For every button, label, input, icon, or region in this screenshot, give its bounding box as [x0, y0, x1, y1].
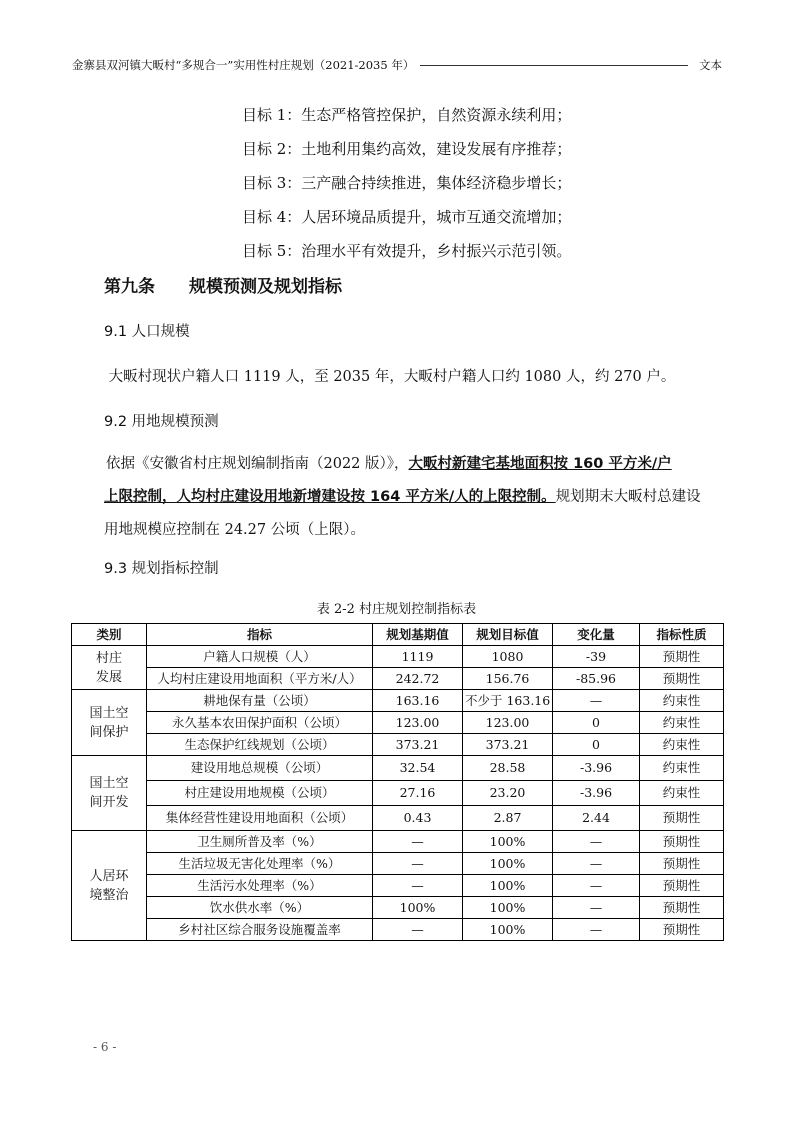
value-cell: 0: [553, 712, 640, 734]
table-row: [72, 690, 724, 712]
indicator-name-cell: 生活垃圾无害化处理率（%）: [147, 853, 373, 875]
article-title: 规模预测及规划指标: [189, 277, 342, 297]
indicator-name-cell: 生态保护红线规划（公顷）: [147, 734, 373, 756]
table-row: [72, 831, 724, 853]
value-cell: 373.21: [463, 734, 553, 756]
value-cell: —: [373, 875, 463, 897]
value-cell: 373.21: [373, 734, 463, 756]
value-cell: 28.58: [463, 756, 553, 781]
table-row: [72, 875, 724, 897]
article-heading: [104, 275, 342, 299]
value-cell: 约束性: [640, 712, 724, 734]
value-cell: 123.00: [373, 712, 463, 734]
column-header: 指标性质: [640, 624, 724, 646]
value-cell: 0: [553, 734, 640, 756]
value-cell: 约束性: [640, 756, 724, 781]
value-cell: 100%: [463, 875, 553, 897]
indicator-name-cell: 饮水供水率（%）: [147, 897, 373, 919]
indicator-name-cell: 村庄建设用地规模（公顷）: [147, 781, 373, 806]
goal-item: 目标 1：生态严格管控保护，自然资源永续利用；: [242, 106, 572, 124]
table-row: [72, 781, 724, 806]
column-header: 规划目标值: [463, 624, 553, 646]
value-cell: 100%: [463, 831, 553, 853]
section-heading-population: 9.1 人口规模: [104, 324, 190, 340]
value-cell: —: [553, 875, 640, 897]
header-title: 金寨县双河镇大畈村“多规合一”实用性村庄规划（2021-2035 年）: [72, 58, 415, 72]
value-cell: 242.72: [373, 668, 463, 690]
value-cell: —: [553, 690, 640, 712]
goal-item: 目标 5：治理水平有效提升，乡村振兴示范引领。: [242, 242, 572, 260]
category-cell: 人居环境整治: [72, 831, 147, 941]
value-cell: 预期性: [640, 646, 724, 668]
value-cell: 123.00: [463, 712, 553, 734]
table-header-row: [72, 624, 724, 646]
value-cell: —: [553, 897, 640, 919]
indicator-name-cell: 生活污水处理率（%）: [147, 875, 373, 897]
article-number: 第九条: [104, 277, 155, 297]
landuse-paragraph-line: 上限控制，人均村庄建设用地新增建设按 164 平方米/人的上限控制。规划期末大畈村总建设: [104, 489, 701, 505]
value-cell: 预期性: [640, 831, 724, 853]
value-cell: 预期性: [640, 668, 724, 690]
header-dash-leader: [420, 65, 688, 66]
category-cell: 村庄发展: [72, 646, 147, 690]
section-heading-landuse: 9.2 用地规模预测: [104, 414, 219, 430]
value-cell: 约束性: [640, 690, 724, 712]
value-cell: -3.96: [553, 756, 640, 781]
table-row: [72, 897, 724, 919]
table-row: [72, 853, 724, 875]
value-cell: 156.76: [463, 668, 553, 690]
highlight-text: 上限控制，人均村庄建设用地新增建设按 164 平方米/人的上限控制。: [104, 489, 556, 505]
indicator-name-cell: 耕地保有量（公顷）: [147, 690, 373, 712]
landuse-paragraph-line: 依据《安徽省村庄规划编制指南（2022 版）》，大畈村新建宅基地面积按 160 平方米/户: [106, 456, 672, 472]
value-cell: 32.54: [373, 756, 463, 781]
category-cell: 国土空间保护: [72, 690, 147, 756]
table-row: [72, 668, 724, 690]
value-cell: —: [373, 853, 463, 875]
value-cell: 约束性: [640, 734, 724, 756]
goal-item: 目标 3：三产融合持续推进，集体经济稳步增长；: [242, 174, 572, 192]
population-paragraph: 大畈村现状户籍人口 1119 人，至 2035 年，大畈村户籍人口约 1080 人，约 270 户。: [108, 369, 676, 385]
value-cell: 163.16: [373, 690, 463, 712]
value-cell: 100%: [463, 897, 553, 919]
goal-item: 目标 4：人居环境品质提升，城市互通交流增加；: [242, 208, 572, 226]
column-header: 指标: [147, 624, 373, 646]
value-cell: —: [553, 853, 640, 875]
value-cell: 0.43: [373, 806, 463, 831]
indicator-name-cell: 户籍人口规模（人）: [147, 646, 373, 668]
page-header: [72, 56, 722, 74]
value-cell: 2.44: [553, 806, 640, 831]
table-row: [72, 734, 724, 756]
indicator-name-cell: 永久基本农田保护面积（公顷）: [147, 712, 373, 734]
value-cell: 23.20: [463, 781, 553, 806]
value-cell: 预期性: [640, 897, 724, 919]
table-row: [72, 646, 724, 668]
value-cell: 27.16: [373, 781, 463, 806]
table-row: [72, 712, 724, 734]
value-cell: 约束性: [640, 781, 724, 806]
table-row: [72, 919, 724, 941]
value-cell: -39: [553, 646, 640, 668]
value-cell: —: [373, 919, 463, 941]
indicator-table: [71, 623, 724, 941]
column-header: 规划基期值: [373, 624, 463, 646]
value-cell: -3.96: [553, 781, 640, 806]
value-cell: 1119: [373, 646, 463, 668]
column-header: 变化量: [553, 624, 640, 646]
goal-item: 目标 2：土地利用集约高效，建设发展有序推荐；: [242, 140, 572, 158]
value-cell: 100%: [463, 853, 553, 875]
value-cell: 预期性: [640, 853, 724, 875]
category-cell: 国土空间开发: [72, 756, 147, 831]
column-header: 类别: [72, 624, 147, 646]
table-caption: 表 2-2 村庄规划控制指标表: [316, 602, 477, 617]
table-row: [72, 806, 724, 831]
value-cell: 100%: [373, 897, 463, 919]
table-row: [72, 756, 724, 781]
value-cell: 2.87: [463, 806, 553, 831]
value-cell: 不少于 163.16: [463, 690, 553, 712]
page-number: - 6 -: [93, 1040, 117, 1054]
value-cell: 1080: [463, 646, 553, 668]
value-cell: —: [373, 831, 463, 853]
indicator-name-cell: 建设用地总规模（公顷）: [147, 756, 373, 781]
value-cell: —: [553, 919, 640, 941]
highlight-text: 大畈村新建宅基地面积按 160 平方米/户: [408, 456, 672, 472]
indicator-name-cell: 集体经营性建设用地面积（公顷）: [147, 806, 373, 831]
value-cell: 预期性: [640, 806, 724, 831]
value-cell: -85.96: [553, 668, 640, 690]
value-cell: 预期性: [640, 919, 724, 941]
value-cell: 预期性: [640, 875, 724, 897]
indicator-name-cell: 乡村社区综合服务设施覆盖率: [147, 919, 373, 941]
header-section: 文本: [699, 58, 722, 72]
landuse-paragraph-line: 用地规模应控制在 24.27 公顷（上限）。: [104, 522, 365, 538]
value-cell: —: [553, 831, 640, 853]
section-heading-indicators: 9.3 规划指标控制: [104, 561, 219, 577]
indicator-name-cell: 卫生厕所普及率（%）: [147, 831, 373, 853]
value-cell: 100%: [463, 919, 553, 941]
indicator-name-cell: 人均村庄建设用地面积（平方米/人）: [147, 668, 373, 690]
